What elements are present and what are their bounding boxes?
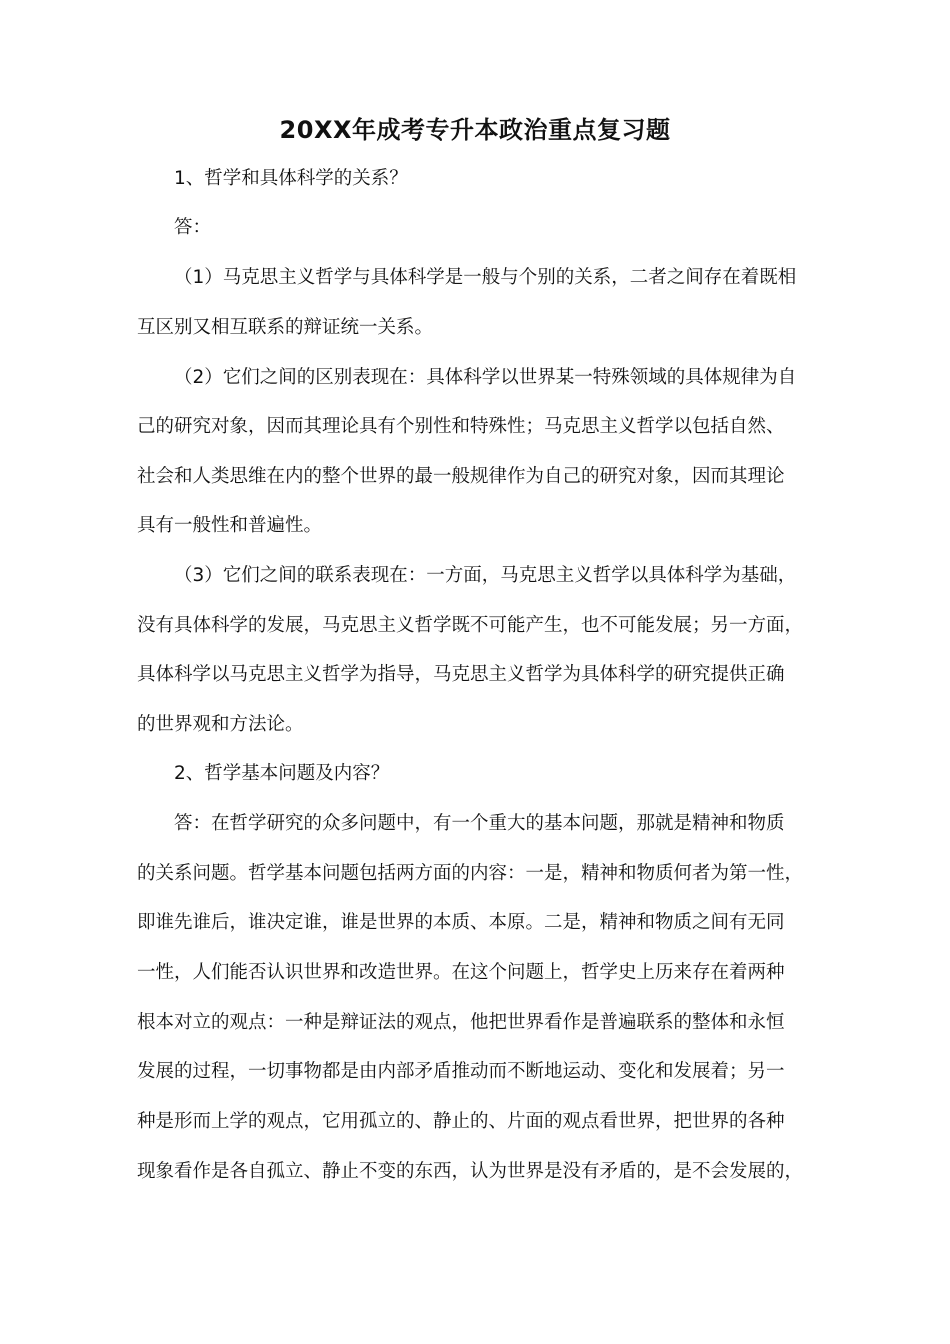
paragraph-line: 根本对立的观点：一种是辩证法的观点，他把世界看作是普遍联系的整体和永恒: [137, 1012, 785, 1033]
paragraph-line: 一性，人们能否认识世界和改造世界。在这个问题上，哲学史上历来存在着两种: [137, 962, 785, 983]
paragraph-line: 具有一般性和普遍性。: [137, 515, 323, 536]
paragraph-line: 发展的过程，一切事物都是由内部矛盾推动而不断地运动、变化和发展着；另一: [137, 1061, 785, 1082]
question-2-heading: 2、哲学基本问题及内容？: [174, 763, 390, 784]
paragraph-line: 具体科学以马克思主义哲学为指导，马克思主义哲学为具体科学的研究提供正确: [137, 664, 785, 685]
paragraph-line: （1）马克思主义哲学与具体科学是一般与个别的关系，二者之间存在着既相: [174, 267, 797, 288]
paragraph-line: 互区别又相互联系的辩证统一关系。: [137, 317, 434, 338]
paragraph-line: （3）它们之间的联系表现在：一方面，马克思主义哲学以具体科学为基础，: [174, 565, 797, 586]
paragraph-line: 种是形而上学的观点，它用孤立的、静止的、片面的观点看世界，把世界的各种: [137, 1111, 785, 1132]
paragraph-line: 的关系问题。哲学基本问题包括两方面的内容：一是，精神和物质何者为第一性，: [137, 863, 804, 884]
paragraph-line: 答：在哲学研究的众多问题中，有一个重大的基本问题，那就是精神和物质: [174, 813, 785, 834]
question-1-heading: 1、哲学和具体科学的关系？: [174, 168, 408, 189]
paragraph-line: 现象看作是各自孤立、静止不变的东西，认为世界是没有矛盾的，是不会发展的，: [137, 1161, 804, 1182]
answer-label: 答：: [174, 217, 212, 238]
paragraph-line: 没有具体科学的发展，马克思主义哲学既不可能产生，也不可能发展；另一方面，: [137, 615, 804, 636]
document-title: 20XX年成考专升本政治重点复习题: [279, 116, 671, 144]
paragraph-line: （2）它们之间的区别表现在：具体科学以世界某一特殊领域的具体规律为自: [174, 367, 797, 388]
paragraph-line: 社会和人类思维在内的整个世界的最一般规律作为自己的研究对象，因而其理论: [137, 466, 785, 487]
paragraph-line: 即谁先谁后，谁决定谁，谁是世界的本质、本原。二是，精神和物质之间有无同: [137, 912, 785, 933]
paragraph-line: 己的研究对象，因而其理论具有个别性和特殊性；马克思主义哲学以包括自然、: [137, 416, 785, 437]
paragraph-line: 的世界观和方法论。: [137, 714, 304, 735]
